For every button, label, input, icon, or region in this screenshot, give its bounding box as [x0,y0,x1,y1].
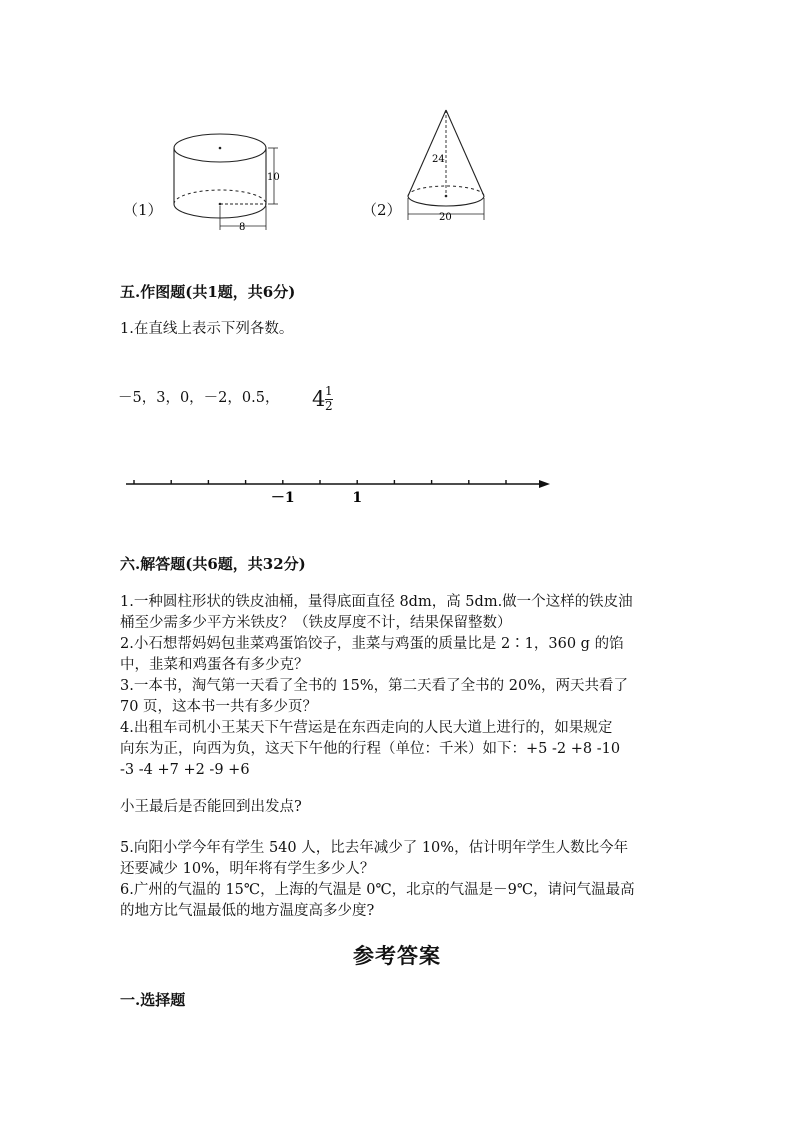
question-line: -3 -4 +7 +2 -9 +6 [120,762,250,778]
cylinder-radius-label: 8 [239,222,246,233]
number-line [120,470,560,510]
numbers-list: －5，3，0，－2，0.5， [118,390,280,406]
number-line-label: 1 [352,490,363,506]
section-5-heading: 五.作图题(共1题，共6分) [120,283,296,301]
number-line-label: －1 [270,490,295,506]
question-line: 3.一本书，淘气第一天看了全书的 15%，第二天看了全书的 20%，两天共看了 [120,678,629,694]
mixed-number-numerator: 1 [325,384,333,398]
cone-diameter-label: 20 [439,212,452,223]
cylinder-height-label: 10 [267,172,280,183]
question-line: 还要减少 10%，明年将有学生多少人？ [120,861,375,877]
section-6-heading: 六.解答题(共6题，共32分) [120,555,306,573]
section-6-questions-block-1 [120,592,633,781]
cone-figure [400,104,495,228]
mixed-number-denominator: 2 [325,399,333,413]
question-line: 6.广州的气温的 15℃，上海的气温是 0℃，北京的气温是－9℃，请问气温最高 [120,882,635,898]
question-line: 中，韭菜和鸡蛋各有多少克？ [120,657,309,673]
mixed-number-whole: 4 [312,387,326,411]
question-4-prompt: 小王最后是否能回到出发点? [120,799,302,815]
question-line: 2.小石想帮妈妈包韭菜鸡蛋馅饺子，韭菜与鸡蛋的质量比是 2∶1，360 g 的馅 [120,636,624,652]
section-6-questions-block-2 [120,838,635,922]
question-line: 的地方比气温最低的地方温度高多少度? [120,903,375,919]
question-line: 桶至少需多少平方米铁皮？（铁皮厚度不计，结果保留整数） [120,615,512,631]
question-line: 70 页，这本书一共有多少页？ [120,699,318,715]
cylinder-figure [168,126,288,234]
question-line: 4.出租车司机小王某天下午营运是在东西走向的人民大道上进行的，如果规定 [120,720,613,736]
question-line: 5.向阳小学今年有学生 540 人，比去年减少了 10%，估计明年学生人数比今年 [120,840,629,856]
section-5-question-1: 1.在直线上表示下列各数。 [120,321,294,337]
answers-section-heading: 一.选择题 [120,991,186,1009]
figure-1-label: （1） [123,201,163,219]
answers-title: 参考答案 [353,943,441,968]
cone-height-label: 24 [432,154,445,165]
figure-2-label: （2） [362,201,402,219]
question-line: 向东为正，向西为负，这天下午他的行程（单位：千米）如下：+5 -2 +8 -10 [120,741,621,757]
question-line: 1.一种圆柱形状的铁皮油桶，量得底面直径 8dm，高 5dm.做一个这样的铁皮油 [120,594,633,610]
